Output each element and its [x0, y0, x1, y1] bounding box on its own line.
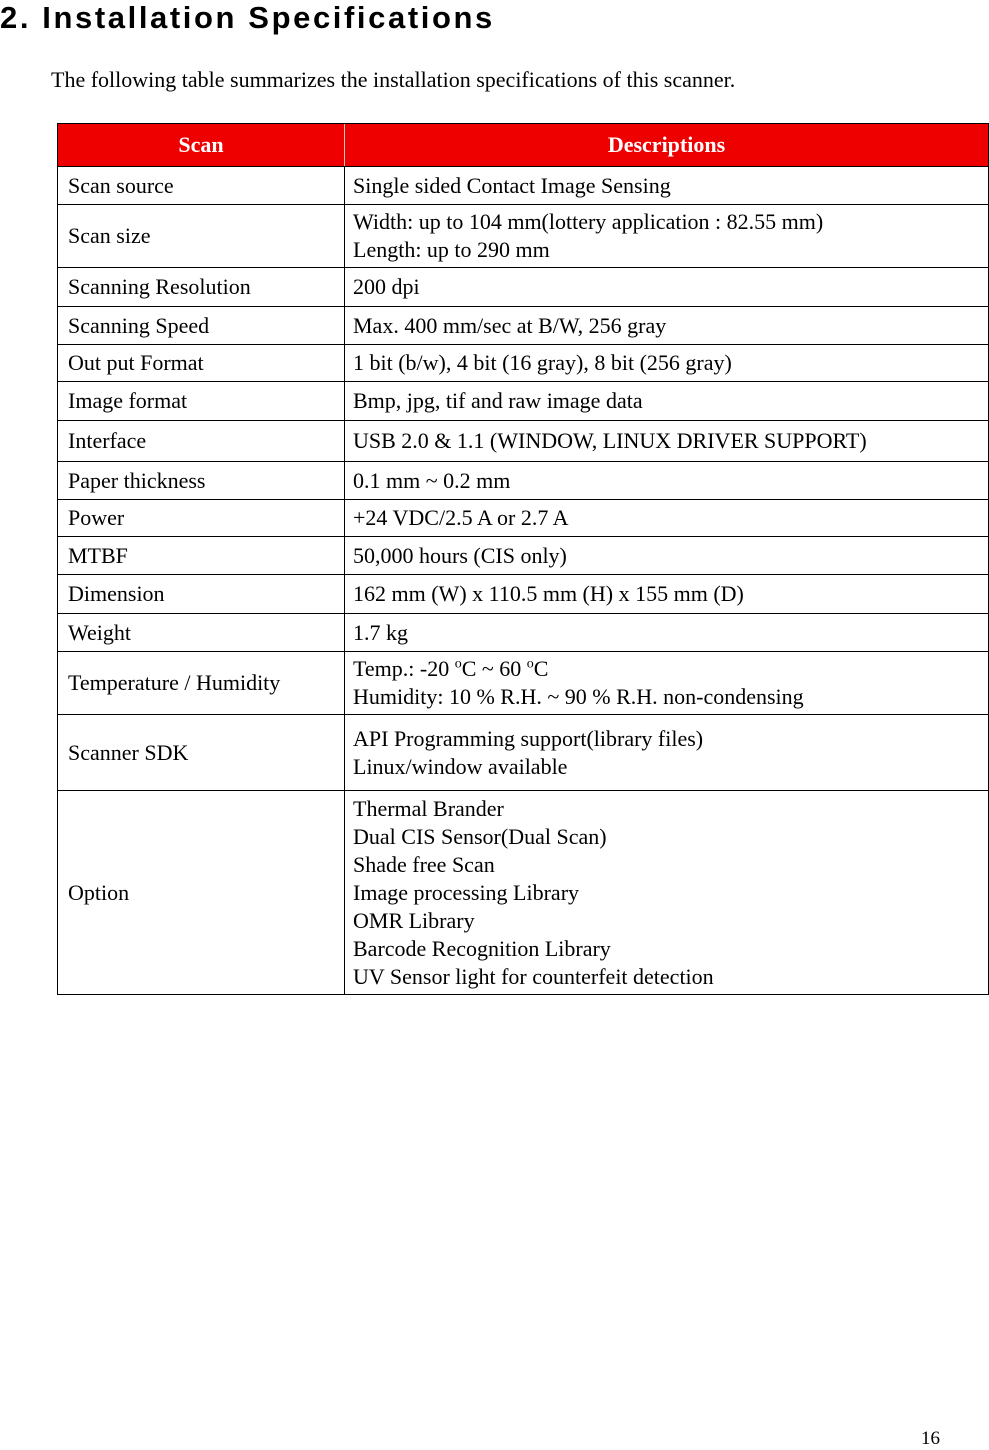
- spec-value-line: Width: up to 104 mm(lottery application : 82.55 mm): [353, 209, 824, 234]
- spec-value-line: API Programming support(library files): [353, 725, 704, 751]
- spec-value-line: USB 2.0 & 1.1 (WINDOW, LINUX DRIVER SUPPORT): [353, 428, 867, 453]
- table-body: [58, 167, 989, 995]
- spec-label: Out put Format: [58, 345, 345, 382]
- intro-paragraph: The following table summarizes the installation specifications of this scanner.: [51, 67, 736, 92]
- table-row: [58, 382, 989, 421]
- spec-label: Dimension: [58, 575, 345, 614]
- spec-value-line: Shade free Scan: [353, 851, 495, 877]
- spec-value-line: 162 mm (W) x 110.5 mm (H) x 155 mm (D): [353, 581, 744, 606]
- spec-label: Power: [58, 500, 345, 537]
- spec-value-line: Image processing Library: [353, 879, 580, 905]
- spec-label: Scan size: [58, 205, 345, 268]
- table-row: [58, 652, 989, 715]
- spec-value-line: 0.1 mm ~ 0.2 mm: [353, 467, 511, 493]
- spec-label: Interface: [58, 421, 345, 462]
- spec-value: [345, 268, 989, 307]
- spec-value: [345, 537, 989, 575]
- spec-value-line: +24 VDC/2.5 A or 2.7 A: [353, 505, 569, 530]
- spec-value: [345, 652, 989, 715]
- spec-label: Weight: [58, 614, 345, 652]
- spec-value: [345, 715, 989, 791]
- spec-value-line: OMR Library: [353, 907, 475, 933]
- spec-value-line: 1.7 kg: [353, 619, 408, 645]
- spec-value-line: Temp.: -20 $^o$C ~ 60 $^o$C: [353, 656, 549, 681]
- spec-label: Scan source: [58, 167, 345, 205]
- spec-label: Temperature / Humidity: [58, 652, 345, 715]
- spec-value: [345, 421, 989, 462]
- table-row: [58, 575, 989, 614]
- spec-value-line: Humidity: 10 % R.H. ~ 90 % R.H. non-condensing: [353, 684, 804, 709]
- page-title: 2. Installation Specifications: [0, 0, 495, 35]
- spec-value: [345, 614, 989, 652]
- spec-value-line: Linux/window available: [353, 753, 568, 779]
- table-row: [58, 500, 989, 537]
- spec-value: [345, 462, 989, 500]
- spec-value-line: Length: up to 290 mm: [353, 237, 550, 262]
- spec-value-line: Bmp, jpg, tif and raw image data: [353, 388, 643, 413]
- spec-label: MTBF: [58, 537, 345, 575]
- table-row: [58, 715, 989, 791]
- spec-label: Option: [58, 791, 345, 995]
- spec-value-line: Max. 400 mm/sec at B/W, 256 gray: [353, 312, 667, 338]
- table-row: [58, 307, 989, 345]
- spec-value-line: Dual CIS Sensor(Dual Scan): [353, 823, 607, 849]
- spec-label: Scanning Speed: [58, 307, 345, 345]
- page-number: 16: [921, 1428, 940, 1449]
- specifications-table: [57, 123, 989, 995]
- spec-value-line: UV Sensor light for counterfeit detection: [353, 963, 714, 989]
- table-row: [58, 614, 989, 652]
- spec-value: [345, 575, 989, 614]
- table-header-row: [58, 124, 989, 167]
- spec-label: Scanning Resolution: [58, 268, 345, 307]
- table-row: [58, 462, 989, 500]
- spec-value-line: 50,000 hours (CIS only): [353, 542, 567, 568]
- table-row: [58, 791, 989, 995]
- spec-label: Image format: [58, 382, 345, 421]
- spec-value-line: 1 bit (b/w), 4 bit (16 gray), 8 bit (256 gray): [353, 350, 732, 375]
- spec-label: Paper thickness: [58, 462, 345, 500]
- spec-value-line: 200 dpi: [353, 274, 420, 299]
- table-row: [58, 421, 989, 462]
- spec-value: [345, 167, 989, 205]
- spec-value: [345, 500, 989, 537]
- spec-value-line: Thermal Brander: [353, 795, 504, 821]
- spec-value: [345, 345, 989, 382]
- table-row: [58, 345, 989, 382]
- column-header-scan: Scan: [58, 124, 345, 167]
- table-row: [58, 167, 989, 205]
- spec-label: Scanner SDK: [58, 715, 345, 791]
- table-row: [58, 268, 989, 307]
- table-row: [58, 537, 989, 575]
- spec-value-line: Barcode Recognition Library: [353, 935, 611, 961]
- spec-value: [345, 382, 989, 421]
- table-row: [58, 205, 989, 268]
- spec-value: [345, 791, 989, 995]
- spec-value: [345, 307, 989, 345]
- spec-value: [345, 205, 989, 268]
- column-header-descriptions: Descriptions: [345, 124, 989, 167]
- spec-value-line: Single sided Contact Image Sensing: [353, 172, 671, 198]
